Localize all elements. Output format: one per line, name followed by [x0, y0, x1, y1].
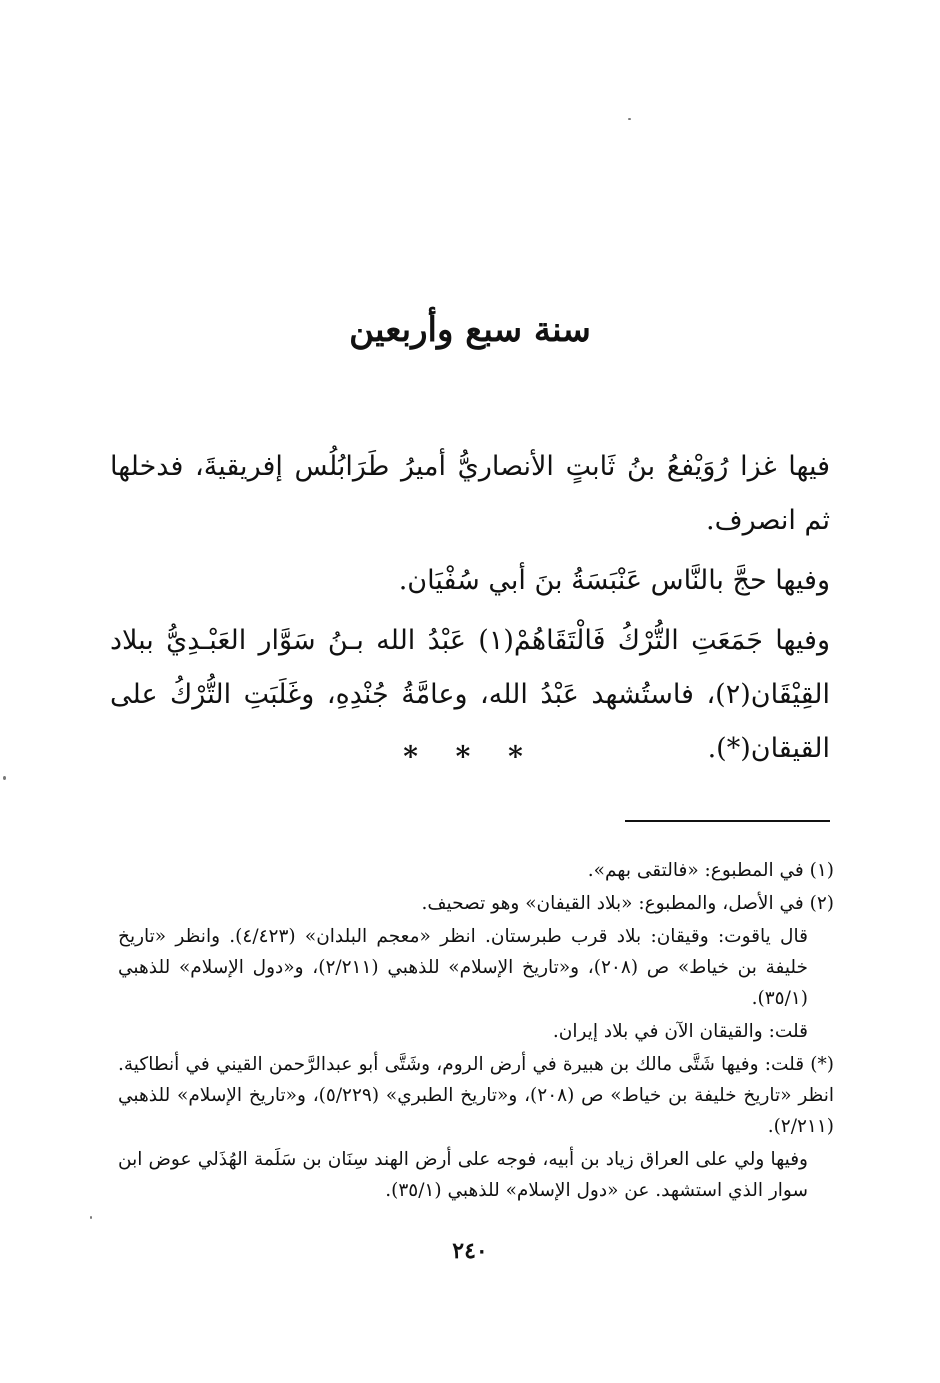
paragraph-2: وفيها حجَّ بالنَّاس عَنْبَسَةُ بنَ أبي سُفْيَان.: [398, 565, 830, 596]
footnote-2-note: قلت: والقيقان الآن في بلاد إيران.: [552, 1021, 808, 1042]
footnote-star: (*) قلت: وفيها شَتَّى مالك بن هبيرة في أرض الروم، وشَتَّى أبو عبدالرَّحمن القيني في أنطاكية. انظر «تاريخ خليفة بن خياط» ص (٢٠٨)، و«تاريخ الطبري» (٥/٢٢٩)، و«تاريخ الإسلام» للذهبي (٢/٢١١).: [118, 1054, 834, 1137]
footnote-2: (٢) في الأصل، والمطبوع: «بلاد القيفان» وهو تصحيف.: [421, 893, 834, 914]
scan-speck: [90, 1216, 92, 1219]
footnote-1: (١) في المطبوع: «فالتقى بهم».: [587, 860, 834, 881]
scan-speck: [3, 776, 6, 780]
main-text: [110, 440, 830, 782]
chapter-title: سنة سبع وأربعين: [349, 310, 591, 350]
footnotes: [118, 855, 834, 1208]
section-separator: * * *: [403, 740, 537, 773]
footnote-2-continuation: قال ياقوت: وقيقان: بلاد قرب طبرستان. انظر «معجم البلدان» (٤/٤٢٣). وانظر «تاريخ خليفة بن خياط» ص (٢٠٨)، و«تاريخ الإسلام» للذهبي (٢/٢١١)، و«دول الإسلام» للذهبي (٣٥/١).: [118, 926, 808, 1009]
paragraph-1: فيها غزا رُوَيْفعُ بنُ ثَابتٍ الأنصاريُّ أميرُ طَرَابُلُس إفريقيةَ، فدخلها ثم انصرف.: [110, 451, 830, 536]
scan-speck: [628, 118, 631, 120]
footnote-rule: [625, 820, 830, 822]
footnote-star-continuation: وفيها ولي على العراق زياد بن أبيه، فوجه على أرض الهند سِنَان بن سَلَمة الهُذَلي عوض ابن سوار الذي استشهد. عن «دول الإسلام» للذهبي (٣٥/١).: [118, 1149, 808, 1201]
page-number: ٢٤٠: [452, 1238, 488, 1264]
paragraph-3: وفيها جَمَعَتِ التُّرْكُ فَالْتَقَاهُمْ(١) عَبْدُ الله بـنُ سَوَّار العَبْـدِيُّ ببلاد القِيْقَان(٢)، فاستُشهد عَبْدُ الله، وعامَّةُ جُنْدِهِ، وغَلَبَتِ التُّرْكُ على القيقان(*).: [110, 625, 830, 764]
